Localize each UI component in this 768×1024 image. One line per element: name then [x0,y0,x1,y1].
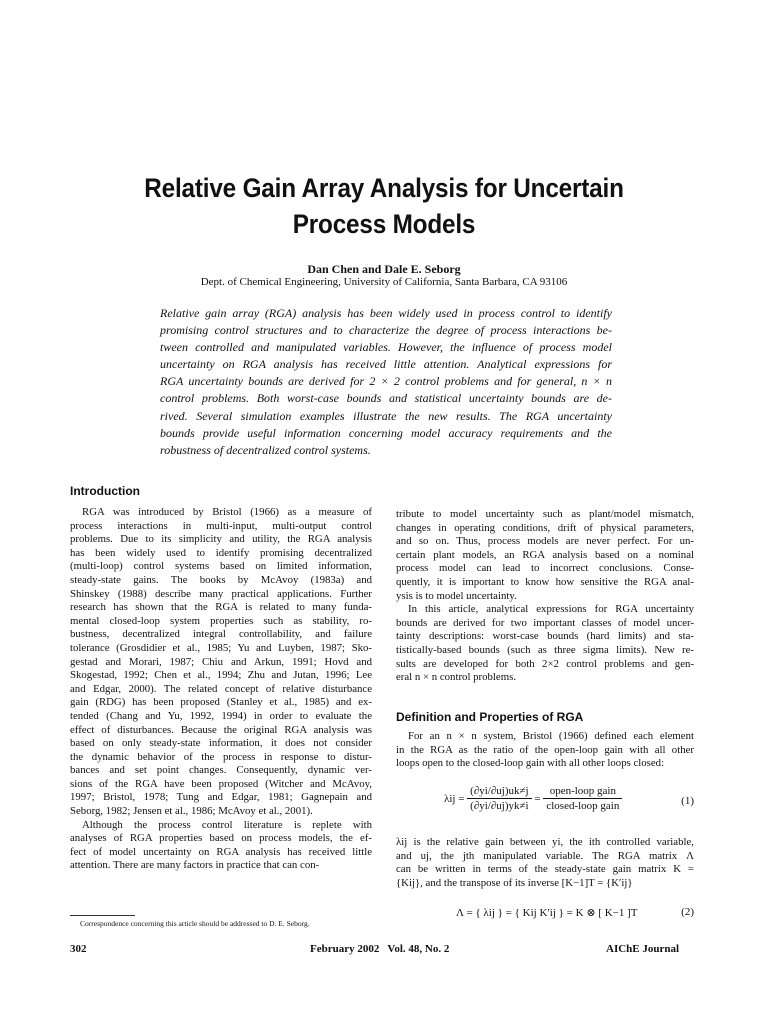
eq1-equals: = [534,792,541,805]
text-line: problems. Due to its simplicity and utility, the RGA analysis [70,533,372,546]
text-line: steady-state gains. The books by McAvoy (1983a) and [70,573,372,586]
eq1-fraction-gain [543,785,622,812]
text-line: process interactions in multi-input, multi-output control [70,519,372,532]
text-line: tribute to model uncertainty such as plant/model mismatch, [396,508,694,520]
definition-heading: Definition and Properties of RGA [396,710,584,724]
text-line: tended (Chang and Yu, 1992, 1994) in order to evaluate the [70,709,372,722]
text-line: changes in operating conditions, drift of physical parameters, [396,521,694,534]
text-line: attention. There are many factors in practice that can con- [70,859,320,872]
right-column-matrix-text [396,836,694,890]
eq1-number: (1) [681,795,694,807]
text-line: in the RGA as the ratio of the open-loop gain with all other [396,743,694,756]
abstract [160,305,612,459]
text-line: tween controlled and manipulated variables. However, the influence of process model [160,340,612,355]
text-line: research has shown that the RGA is related to many funda- [70,601,372,614]
equation-1 [444,785,694,812]
paper-title [38,170,729,242]
right-column-intro-text [396,508,694,685]
text-line: rived. Several simulation examples illustrate the new results. The RGA uncertainty [160,408,612,423]
text-line: fect of model uncertainty on RGA analysis has received little [70,845,372,858]
text-line: gestad and Morari, 1987; Chiu and Arkun, 1991; Hovd and [70,655,372,668]
eq2-body: Λ = { λij } = { Kij K′ij } = K ⊗ [ K−1 ]T [456,907,638,919]
text-line: {Kij}, and the transpose of its inverse [K−1]T = {K′ij} [396,876,633,889]
text-line: eral n × n control problems. [396,671,517,684]
footnote-divider [70,915,135,916]
authors: Dan Chen and Dale E. Seborg [307,262,461,276]
text-line: RGA uncertainty bounds are derived for 2 × 2 control problems and for general, n × n [160,374,612,389]
text-line: Seborg, 1982; Jensen et al., 1986; McAvoy et al., 2001). [70,805,313,818]
left-column-text [70,506,372,873]
text-line: effect of disturbances. Because the original RGA analysis was [70,723,372,736]
affiliation: Dept. of Chemical Engineering, University of California, Santa Barbara, CA 93106 [200,276,568,288]
eq1-lhs: λij = [444,792,465,805]
text-line: process model can lead to incorrect conclusions. Conse- [396,562,694,575]
text-line: can be written in terms of the steady-state gain matrix K = [396,863,694,876]
text-line: based on only steady-state information, it does not consider [70,737,372,750]
eq1-open-loop: open-loop gain [543,785,622,799]
text-line: ysis is to model uncertainty. [396,589,517,602]
text-line: (multi-loop) control systems based on limited information, [70,560,372,573]
journal-name: AIChE Journal [606,943,680,955]
text-line: gain (RDG) has been proposed (Stanley et al., 1985) and ex- [70,696,372,709]
text-line: and uj, the jth manipulated variable. The RGA matrix Λ [396,849,694,862]
text-line: Shinskey (1988) describe many practical applications. Further [70,587,372,600]
text-line: tainty descriptions: worst-case bounds (hard limits) and sta- [396,630,694,643]
text-line: the dynamic behavior of the process in response to distur- [70,750,372,763]
issue-info: February 2002 Vol. 48, No. 2 [310,943,450,955]
eq1-denominator: (∂yi/∂uj)yk≠i [470,800,529,812]
text-line: bances and set point changes. Consequently, dynamic ver- [70,764,372,777]
text-line: In this article, analytical expressions for RGA uncertainty [408,603,694,616]
eq1-closed-loop: closed-loop gain [546,800,620,812]
title-line-1: Relative Gain Array Analysis for Uncertain [144,173,624,203]
text-line: analyses of RGA properties based on process models, the ef- [70,832,372,845]
text-line: sults are developed for both 2×2 control problems and gen- [396,657,694,670]
footnote: Correspondence concerning this article should be addressed to D. E. Seborg. [80,919,310,928]
text-line: bounds provide useful information concerning model accuracy requirements and the [160,425,612,440]
text-line: λij is the relative gain between yi, the ith controlled variable, [396,836,694,848]
page-number: 302 [70,943,87,955]
text-line: loops open to the closed-loop gain with all other loops closed: [396,757,665,770]
eq1-numerator: (∂yi/∂uj)uk≠j [467,785,531,799]
text-line: quently, it is important to know how sensitive the RGA anal- [396,575,694,588]
text-line: bustness, decentralized integral controllability, and failure [70,628,372,641]
text-line: has been widely used to identify promising decentralized [70,546,372,559]
text-line: 1997; Bristol, 1978; Tung and Edgar, 1981; Gagnepain and [70,791,372,804]
text-line: For an n × n system, Bristol (1966) defined each element [408,730,694,742]
text-line: Relative gain array (RGA) analysis has been widely used in process control to identify [160,306,612,320]
right-column-definition-text [396,730,694,771]
text-line: robustness of decentralized control systems. [160,442,371,457]
text-line: tolerance (Grosdidier et al., 1985; Yu and Luyben, 1987; Sko- [70,641,372,654]
eq2-number: (2) [681,906,694,918]
text-line: and so on. Thus, process models are never perfect. For un- [396,535,694,548]
text-line: tistically-based bounds (such as three sigma limits). New re- [396,643,694,656]
text-line: promising control structures and to characterize the degree of process interactions be- [160,323,612,338]
text-line: mental closed-loop system properties such as stability, ro- [70,614,372,627]
text-line: control problems. Both worst-case bounds and statistical uncertainty bounds are de- [160,391,612,406]
text-line: uncertainty on RGA analysis has received little attention. Analytical expressions for [160,357,612,372]
text-line: certain plant models, an RGA analysis based on a nominal [396,548,694,561]
text-line: bounds are derived for two important classes of model uncer- [396,616,694,629]
text-line: RGA was introduced by Bristol (1966) as a measure of [82,506,372,518]
introduction-heading: Introduction [70,484,140,498]
title-line-2: Process Models [292,209,476,239]
text-line: and Edgar, 2000). The related concept of relative disturbance [70,682,372,695]
text-line: sions of the RGA have been proposed (Witcher and McAvoy, [70,777,372,790]
text-line: Skogestad, 1992; Chen et al., 1994; Zhu and Jutan, 1996; Lee [70,669,372,682]
eq1-fraction-partial [467,785,531,812]
text-line: Although the process control literature is replete with [82,818,372,831]
